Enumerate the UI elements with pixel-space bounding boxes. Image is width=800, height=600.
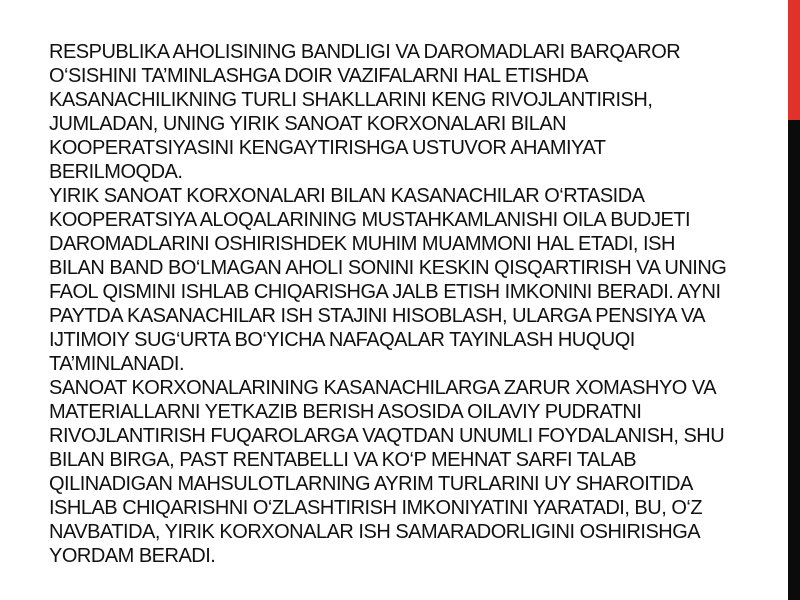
text-line: ISHLAB CHIQARISHNI O‘ZLASHTIRISH IMKONIYATINI YARATADI, BU, O‘Z (49, 497, 703, 519)
text-line: BILAN BAND BO‘LMAGAN AHOLI SONINI KESKIN QISQARTIRISH VA UNING (49, 257, 727, 279)
paragraph-3 (49, 376, 739, 568)
text-line: KOOPERATSIYASINI KENGAYTIRISHGA USTUVOR AHAMIYAT (49, 137, 606, 159)
text-line: JUMLADAN, UNING YIRIK SANOAT KORXONALARI BILAN (49, 113, 567, 135)
text-line: RIVOJLANTIRISH FUQAROLARGA VAQTDAN UNUMLI FOYDALANISH, SHU (49, 425, 725, 447)
text-line: QILINADIGAN MAHSULOTLARNING AYRIM TURLARINI UY SHAROITIDA (49, 473, 693, 495)
text-line: YORDAM BERADI. (49, 545, 216, 567)
text-line: KASANACHILIKNING TURLI SHAKLLARINI KENG RIVOJLANTIRISH, (49, 89, 653, 111)
text-line: BERILMOQDA. (49, 161, 183, 183)
text-line: FAOL QISMINI ISHLAB CHIQARISHGA JALB ETISH IMKONINI BERADI. AYNI (49, 281, 721, 303)
text-line: O‘SISHINI TA’MINLASHGA DOIR VAZIFALARNI HAL ETISHDA (49, 65, 589, 87)
paragraph-2 (49, 184, 739, 376)
accent-bar-top (788, 0, 800, 120)
accent-bar-bottom (788, 120, 800, 600)
text-line: SANOAT KORXONALARINING KASANACHILARGA ZARUR XOMASHYO VA (49, 377, 717, 399)
text-line: PAYTDA KASANACHILAR ISH STAJINI HISOBLASH, ULARGA PENSIYA VA (49, 305, 706, 327)
text-line: BILAN BIRGA, PAST RENTABELLI VA KO‘P MEHNAT SARFI TALAB (49, 449, 637, 471)
slide-body-text (49, 40, 739, 568)
text-line: DAROMADLARINI OSHIRISHDEK MUHIM MUAMMONI HAL ETADI, ISH (49, 233, 675, 255)
text-line: YIRIK SANOAT KORXONALARI BILAN KASANACHILAR O‘RTASIDA (49, 185, 645, 207)
text-line: RESPUBLIKA AHOLISINING BANDLIGI VA DAROMADLARI BARQAROR (49, 41, 681, 63)
paragraph-1 (49, 40, 739, 184)
text-line: MATERIALLARNI YETKAZIB BERISH ASOSIDA OILAVIY PUDRATNI (49, 401, 642, 423)
text-line: IJTIMOIY SUG‘URTA BO‘YICHA NAFAQALAR TAYINLASH HUQUQI (49, 329, 635, 351)
text-line: TA’MINLANADI. (49, 353, 184, 375)
text-line: KOOPERATSIYA ALOQALARINING MUSTAHKAMLANISHI OILA BUDJETI (49, 209, 691, 231)
text-line: NAVBATIDA, YIRIK KORXONALAR ISH SAMARADORLIGINI OSHIRISHGA (49, 521, 701, 543)
